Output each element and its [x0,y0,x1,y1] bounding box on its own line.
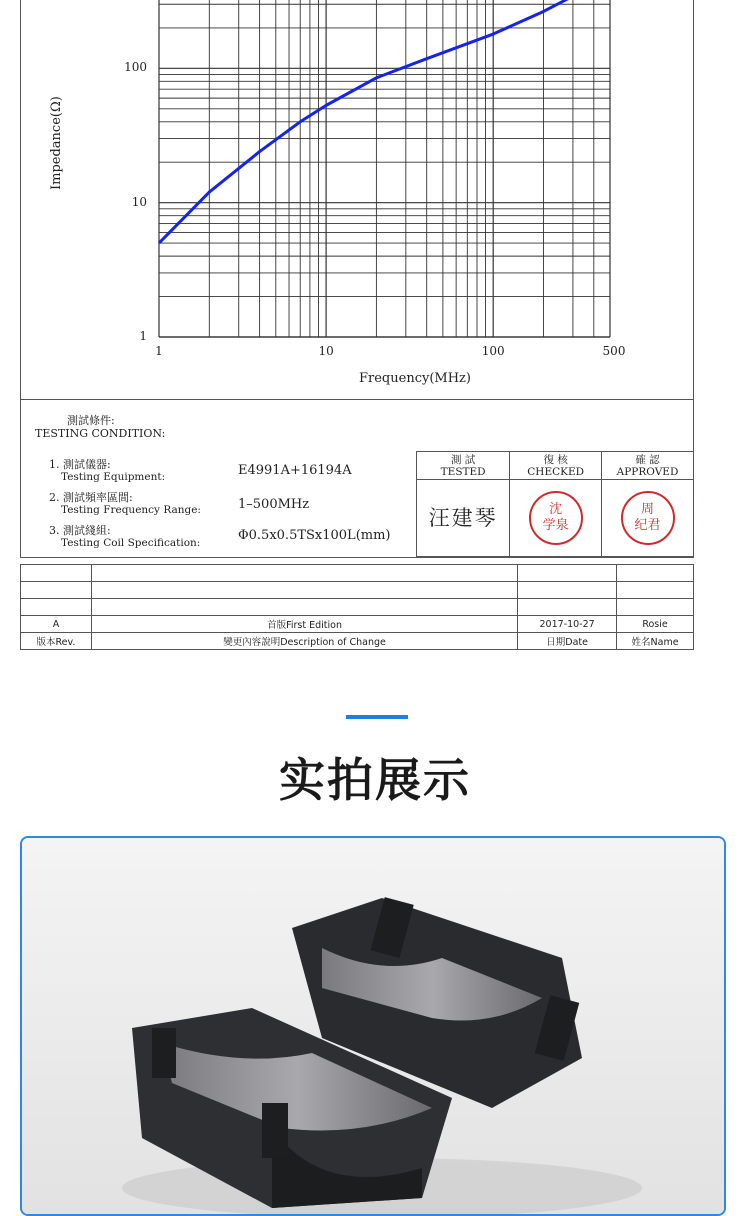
cond-coil-label-en: Testing Coil Specification: [61,537,201,549]
ferrite-core-photo [22,838,724,1214]
checked-stamp-line2: 学泉 [542,518,569,533]
description-header: 變更內容說明Description of Change [91,633,517,650]
x-tick-label: 100 [481,344,505,358]
approved-cn: 確 認 [635,453,660,466]
section-title: 实拍展示 [279,753,471,807]
revision-empty-row [21,565,694,582]
date-header: 日期Date [518,633,617,650]
cond-equipment-label-en: Testing Equipment: [61,471,166,483]
tested-signature: 汪建琴 [417,480,510,557]
revision-empty-row [21,582,694,599]
approved-stamp [621,491,675,545]
impedance-chart [20,0,694,400]
checked-header [510,452,602,480]
y-tick-label: 10 [131,194,147,209]
revision-row [21,616,694,633]
cond-range-label-cn: 2. 測試頻率區間: [49,491,133,504]
rev-header: 版本Rev. [21,633,92,650]
checked-stamp [529,491,583,545]
x-tick-label: 500 [602,344,626,358]
product-photo-frame [20,836,726,1216]
revision-header-row [21,633,694,650]
name-header: 姓名Name [617,633,694,650]
y-axis-label: Impedance(Ω) [49,96,64,190]
date-cell: 2017-10-27 [518,616,617,633]
cond-coil-value: Φ0.5x0.5TSx100L(mm) [238,528,391,543]
revision-table [20,564,694,650]
testing-condition-panel [20,400,694,558]
signoff-table [416,451,694,557]
y-tick-label: 100 [124,60,147,75]
condition-heading-en: TESTING CONDITION: [35,427,166,440]
cond-range-value: 1–500MHz [238,497,310,512]
tested-cn: 測 試 [450,453,476,466]
section-accent-bar [346,715,408,719]
approved-header [602,452,694,480]
x-tick-label: 1 [155,344,163,358]
cond-equipment-label-cn: 1. 測試儀器: [49,458,111,471]
x-tick-label: 10 [318,344,334,358]
description-cell: 首版First Edition [91,616,517,633]
name-cell: Rosie [617,616,694,633]
checked-stamp-line1: 沈 [549,502,563,517]
tested-en: TESTED [440,465,486,478]
checked-stamp-cell [510,480,602,557]
approved-stamp-line2: 纪君 [634,518,661,533]
checked-en: CHECKED [527,465,585,478]
cond-range-label-en: Testing Frequency Range: [61,504,201,516]
approved-en: APPROVED [616,465,679,478]
approved-stamp-line1: 周 [641,502,655,517]
revision-empty-row [21,599,694,616]
rev-cell: A [21,616,92,633]
y-tick-label: 1 [139,329,147,343]
cond-equipment-value: E4991A+16194A [238,463,352,478]
x-axis-label: Frequency(MHz) [359,371,471,386]
checked-cn: 復 核 [543,453,568,466]
tested-header [417,452,510,480]
condition-heading-cn: 測試條件: [67,414,115,427]
cond-coil-label-cn: 3. 測試綫組: [49,524,111,537]
approved-stamp-cell [602,480,694,557]
